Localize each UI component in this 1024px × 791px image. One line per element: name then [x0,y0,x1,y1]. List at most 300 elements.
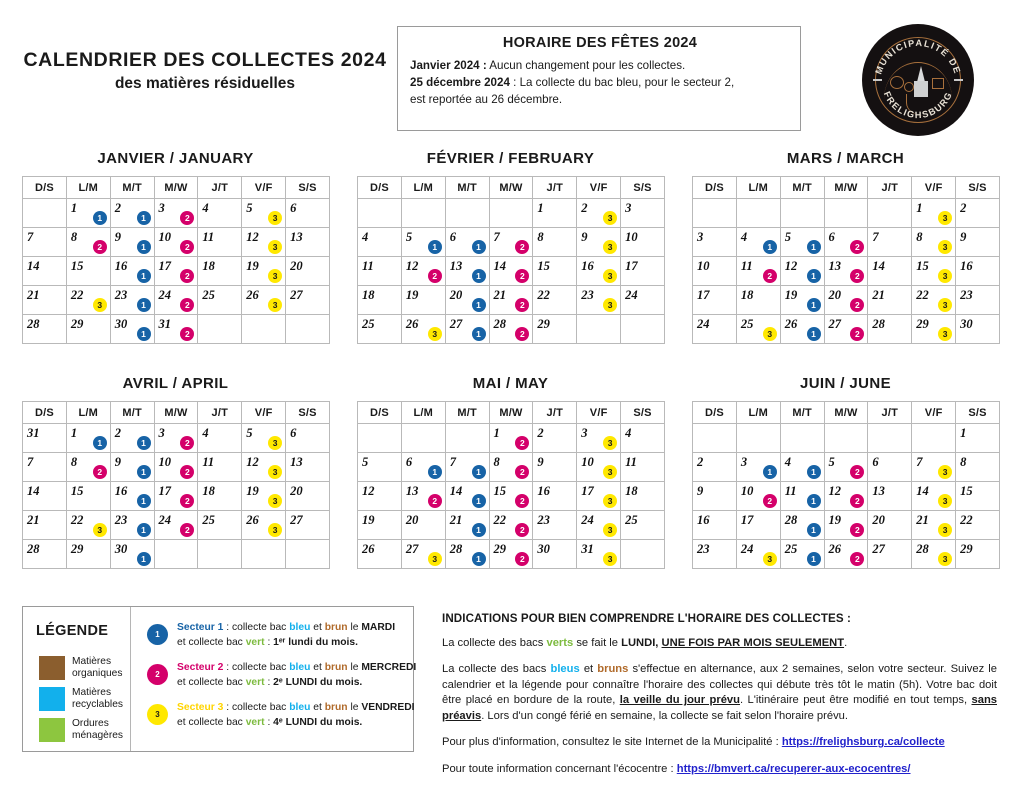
calendar-day-cell[interactable] [489,286,533,315]
legend-swatch-brown [39,656,65,680]
calendar-day-cell[interactable] [23,315,67,344]
calendar-day-cell[interactable] [242,228,286,257]
calendar-day-cell[interactable] [358,453,402,482]
calendar-day-cell[interactable] [66,540,110,569]
calendar-day-cell[interactable] [736,315,780,344]
calendar-day-cell[interactable] [693,315,737,344]
weekday-header-cell: M/T [445,402,489,424]
calendar-day-cell[interactable] [110,257,154,286]
sector-badge-3: 3 [603,298,617,312]
calendar-day-cell[interactable] [286,199,330,228]
calendar-day-cell[interactable] [23,424,67,453]
day-number: 16 [960,259,973,273]
calendar-day-cell[interactable] [868,315,912,344]
calendar-day-cell[interactable] [912,453,956,482]
calendar-day-cell[interactable] [445,257,489,286]
day-number: 12 [362,484,375,498]
calendar-day-cell[interactable] [198,482,242,511]
sector-badge-3: 3 [268,436,282,450]
calendar-day-cell[interactable] [577,257,621,286]
calendar-empty-cell [445,199,489,228]
calendar-day-cell[interactable] [693,257,737,286]
calendar-day-cell[interactable] [736,482,780,511]
day-number: 3 [158,426,165,440]
calendar-day-cell[interactable] [110,228,154,257]
calendar-day-cell[interactable] [780,482,824,511]
calendar-day-cell[interactable] [736,286,780,315]
day-number: 28 [784,513,798,527]
sector-badge-3: 3 [603,552,617,566]
calendar-day-cell[interactable] [533,315,577,344]
sector-badge-2: 2 [515,240,529,254]
sector-badge-1: 1 [472,552,486,566]
calendar-day-cell[interactable] [23,482,67,511]
legend-swatch-blue [39,687,65,711]
calendar-day-cell[interactable] [956,511,1000,540]
calendar-day-cell[interactable] [358,228,402,257]
day-number: 1 [70,426,78,440]
calendar-empty-cell [621,315,665,344]
calendar-day-cell[interactable] [198,199,242,228]
ecocentre-link[interactable]: https://bmvert.ca/recuperer-aux-ecocentres/ [676,762,911,775]
calendar-day-cell[interactable] [489,228,533,257]
calendar-day-cell[interactable] [533,424,577,453]
calendar-day-cell[interactable] [66,315,110,344]
calendar-day-cell[interactable] [693,540,737,569]
calendar-day-cell[interactable] [577,228,621,257]
indications-paragraph-green: La collecte des bacs verts se fait le LUNDI, UNE FOIS PAR MOIS SEULEMENT. [442,637,848,649]
calendar-day-cell[interactable] [242,257,286,286]
calendar-day-cell[interactable] [198,228,242,257]
calendar-day-cell[interactable] [489,257,533,286]
calendar-day-cell[interactable] [824,257,868,286]
day-number: 16 [114,484,128,498]
day-number: 8 [960,455,967,469]
calendar-day-cell[interactable] [868,453,912,482]
calendar-day-cell[interactable] [286,257,330,286]
calendar-day-cell[interactable] [445,286,489,315]
calendar-day-cell[interactable] [445,228,489,257]
calendar-day-cell[interactable] [577,482,621,511]
calendar-day-cell[interactable] [736,257,780,286]
calendar-day-cell[interactable] [824,540,868,569]
day-number: 4 [625,426,632,440]
calendar-day-cell[interactable] [780,453,824,482]
calendar-day-cell[interactable] [956,286,1000,315]
calendar-day-cell[interactable] [956,424,1000,453]
day-number: 2 [581,201,588,215]
sector-badge-1: 1 [137,494,151,508]
weekday-header-cell: J/T [198,177,242,199]
calendar-day-cell[interactable] [489,540,533,569]
sector-badge-2: 2 [180,465,194,479]
month-calendar [22,150,329,344]
calendar-day-cell[interactable] [286,453,330,482]
calendar-day-cell[interactable] [868,511,912,540]
calendar-day-cell[interactable] [912,482,956,511]
calendar-day-cell[interactable] [286,424,330,453]
calendar-day-cell[interactable] [23,286,67,315]
indications-paragraph-website: Pour plus d'information, consultez le site Internet de la Municipalité : https://frelighsburg.ca/collecte [442,736,945,749]
calendar-day-cell[interactable] [577,511,621,540]
calendar-day-cell[interactable] [401,315,445,344]
day-number: 19 [246,259,259,273]
calendar-day-cell[interactable] [736,453,780,482]
calendar-week-row [693,315,1000,344]
sector-badge-1: 1 [93,211,107,225]
calendar-day-cell[interactable] [286,228,330,257]
legend-sector-1-line2: et collecte bac vert : 1ᵉʳ lundi du mois. [177,636,359,648]
weekday-header-cell: L/M [736,402,780,424]
calendar-day-cell[interactable] [489,424,533,453]
calendar-day-cell[interactable] [621,424,665,453]
calendar-day-cell[interactable] [956,482,1000,511]
day-number: 9 [537,455,544,469]
calendar-empty-cell [401,424,445,453]
calendar-day-cell[interactable] [868,540,912,569]
calendar-day-cell[interactable] [154,257,198,286]
day-number: 20 [290,484,303,498]
calendar-day-cell[interactable] [780,511,824,540]
day-number: 15 [70,484,84,498]
calendar-day-cell[interactable] [198,453,242,482]
calendar-day-cell[interactable] [533,511,577,540]
calendar-day-cell[interactable] [693,453,737,482]
word-verts: verts [546,637,574,649]
weekday-header-cell: S/S [621,402,665,424]
word-vert: vert [245,636,265,648]
calendar-day-cell[interactable] [912,540,956,569]
day-number: 23 [537,513,550,527]
calendar-day-cell[interactable] [824,228,868,257]
weekday-header-row [693,402,1000,424]
calendar-day-cell[interactable] [358,540,402,569]
calendar-day-cell[interactable] [489,482,533,511]
day-number: 16 [697,513,710,527]
day-number: 31 [581,542,594,556]
holiday-note-december-label: 25 décembre 2024 [410,75,510,89]
sector-badge-3: 3 [938,552,952,566]
sector-badge-2: 2 [850,327,864,341]
calendar-day-cell[interactable] [66,228,110,257]
calendar-day-cell[interactable] [533,482,577,511]
day-number: 3 [740,455,748,469]
sector-badge-2: 2 [763,269,777,283]
calendar-day-cell[interactable] [533,199,577,228]
calendar-day-cell[interactable] [824,286,868,315]
calendar-day-cell[interactable] [489,511,533,540]
calendar-week-row [358,453,665,482]
calendar-day-cell[interactable] [912,511,956,540]
calendar-day-cell[interactable] [956,315,1000,344]
weekday-header-cell: D/S [358,177,402,199]
calendar-day-cell[interactable] [401,453,445,482]
calendar-day-cell[interactable] [693,511,737,540]
calendar-week-row [358,199,665,228]
day-number: 17 [158,259,172,273]
calendar-day-cell[interactable] [198,257,242,286]
calendar-day-cell[interactable] [824,511,868,540]
calendar-day-cell[interactable] [621,482,665,511]
calendar-day-cell[interactable] [736,540,780,569]
weekday-header-cell: S/S [621,177,665,199]
calendar-day-cell[interactable] [489,315,533,344]
calendar-day-cell[interactable] [824,482,868,511]
municipality-collecte-link[interactable]: https://frelighsburg.ca/collecte [781,736,945,749]
calendar-day-cell[interactable] [110,482,154,511]
sector-badge-1: 1 [472,269,486,283]
calendar-day-cell[interactable] [358,482,402,511]
calendar-day-cell[interactable] [577,453,621,482]
sector-badge-1: 1 [763,240,777,254]
calendar-day-cell[interactable] [533,286,577,315]
calendar-day-cell[interactable] [824,453,868,482]
calendar-day-cell[interactable] [621,511,665,540]
calendar-day-cell[interactable] [242,286,286,315]
day-number: 5 [784,230,791,244]
calendar-day-cell[interactable] [154,315,198,344]
calendar-day-cell[interactable] [66,286,110,315]
calendar-day-cell[interactable] [912,315,956,344]
calendar-day-cell[interactable] [445,511,489,540]
calendar-day-cell[interactable] [736,511,780,540]
word-vert: vert [245,676,265,688]
calendar-day-cell[interactable] [198,424,242,453]
calendar-day-cell[interactable] [358,511,402,540]
day-number: 3 [697,230,704,244]
day-number: 23 [960,288,973,302]
calendar-day-cell[interactable] [489,453,533,482]
day-number: 6 [449,230,456,244]
calendar-empty-cell [780,424,824,453]
calendar-day-cell[interactable] [621,228,665,257]
calendar-day-cell[interactable] [868,286,912,315]
calendar-day-cell[interactable] [401,540,445,569]
calendar-day-cell[interactable] [577,286,621,315]
day-number: 1 [493,426,500,440]
calendar-day-cell[interactable] [577,199,621,228]
holiday-schedule-box [397,26,801,131]
sector-badge-1: 1 [137,465,151,479]
calendar-empty-cell [824,424,868,453]
calendar-day-cell[interactable] [242,424,286,453]
calendar-day-cell[interactable] [154,228,198,257]
day-number: 23 [114,288,128,302]
day-number: 1 [916,201,923,215]
indications-panel [442,612,997,788]
calendar-day-cell[interactable] [533,257,577,286]
weekday-header-cell: L/M [401,402,445,424]
calendar-day-cell[interactable] [956,453,1000,482]
weekday-header-row [358,402,665,424]
calendar-day-cell[interactable] [693,482,737,511]
calendar-day-cell[interactable] [154,453,198,482]
calendar-day-cell[interactable] [66,199,110,228]
day-number: 15 [916,259,929,273]
calendar-day-cell[interactable] [956,257,1000,286]
calendar-empty-cell [780,199,824,228]
weekday-header-cell: S/S [286,402,330,424]
day-number: 27 [872,542,885,556]
day-number: 24 [697,317,710,331]
calendar-day-cell[interactable] [286,511,330,540]
day-number: 6 [872,455,879,469]
calendar-day-cell[interactable] [912,286,956,315]
weekday-header-cell: M/T [445,177,489,199]
weekday-header-cell: M/T [780,177,824,199]
calendar-day-cell[interactable] [23,453,67,482]
calendar-day-cell[interactable] [824,315,868,344]
calendar-day-cell[interactable] [577,424,621,453]
calendar-empty-cell [242,540,286,569]
calendar-day-cell[interactable] [956,199,1000,228]
calendar-day-cell[interactable] [577,540,621,569]
calendar-day-cell[interactable] [868,482,912,511]
calendar-day-cell[interactable] [956,228,1000,257]
day-number: 24 [625,288,638,302]
emphasis-without-notice: sans préavis [442,694,997,722]
day-number: 15 [493,484,507,498]
calendar-week-row [358,511,665,540]
calendar-day-cell[interactable] [242,453,286,482]
day-number: 14 [449,484,463,498]
calendar-day-cell[interactable] [242,511,286,540]
calendar-day-cell[interactable] [912,257,956,286]
calendar-day-cell[interactable] [780,315,824,344]
day-number: 17 [581,484,594,498]
weekday-header-cell: L/M [66,402,110,424]
calendar-day-cell[interactable] [198,511,242,540]
calendar-day-cell[interactable] [621,453,665,482]
calendar-day-cell[interactable] [154,482,198,511]
calendar-day-cell[interactable] [445,482,489,511]
calendar-day-cell[interactable] [780,540,824,569]
calendar-day-cell[interactable] [868,257,912,286]
calendar-day-cell[interactable] [110,424,154,453]
calendar-day-cell[interactable] [66,453,110,482]
day-number: 21 [872,288,885,302]
calendar-day-cell[interactable] [693,286,737,315]
day-number: 25 [362,317,375,331]
sector-badge-2: 2 [515,298,529,312]
calendar-day-cell[interactable] [286,482,330,511]
calendar-day-cell[interactable] [401,228,445,257]
calendar-day-cell[interactable] [23,540,67,569]
calendar-day-cell[interactable] [110,540,154,569]
calendar-day-cell[interactable] [66,424,110,453]
calendar-day-cell[interactable] [110,315,154,344]
day-number: 20 [405,513,419,527]
calendar-day-cell[interactable] [621,286,665,315]
calendar-day-cell[interactable] [533,540,577,569]
calendar-day-cell[interactable] [154,511,198,540]
sector-badge-2: 2 [515,269,529,283]
calendar-day-cell[interactable] [66,511,110,540]
legend-sector-1-rule: 1ᵉʳ lundi du mois. [273,636,359,648]
calendar-day-cell[interactable] [401,257,445,286]
calendar-day-cell[interactable] [23,257,67,286]
calendar-day-cell[interactable] [533,228,577,257]
calendar-day-cell[interactable] [110,453,154,482]
calendar-day-cell[interactable] [66,482,110,511]
month-calendar [692,150,999,344]
calendar-week-row [693,453,1000,482]
calendar-day-cell[interactable] [198,286,242,315]
calendar-day-cell[interactable] [621,257,665,286]
calendar-day-cell[interactable] [242,199,286,228]
sector-badge-3: 3 [938,494,952,508]
calendar-day-cell[interactable] [780,257,824,286]
calendar-day-cell[interactable] [110,511,154,540]
calendar-day-cell[interactable] [110,286,154,315]
calendar-day-cell[interactable] [110,199,154,228]
calendar-day-cell[interactable] [154,424,198,453]
month-calendar [357,150,664,344]
calendar-day-cell[interactable] [154,199,198,228]
day-number: 2 [114,201,121,215]
month-calendar [692,375,999,569]
calendar-day-cell[interactable] [23,228,67,257]
calendar-empty-cell [489,199,533,228]
calendar-day-cell[interactable] [66,257,110,286]
day-number: 15 [537,259,550,273]
calendar-empty-cell [198,315,242,344]
calendar-day-cell[interactable] [286,286,330,315]
calendar-day-cell[interactable] [358,315,402,344]
day-number: 30 [537,542,550,556]
calendar-day-cell[interactable] [23,511,67,540]
day-number: 13 [449,259,463,273]
sector-badge-2: 2 [515,327,529,341]
calendar-day-cell[interactable] [956,540,1000,569]
calendar-empty-cell [868,424,912,453]
calendar-day-cell[interactable] [242,482,286,511]
calendar-day-cell[interactable] [445,315,489,344]
calendar-day-cell[interactable] [401,482,445,511]
calendar-day-cell[interactable] [912,228,956,257]
weekday-header-cell: J/T [198,402,242,424]
calendar-day-cell[interactable] [693,228,737,257]
day-number: 7 [916,455,923,469]
calendar-day-cell[interactable] [401,511,445,540]
calendar-day-cell[interactable] [736,228,780,257]
calendar-day-cell[interactable] [358,257,402,286]
calendar-day-cell[interactable] [445,540,489,569]
calendar-day-cell[interactable] [358,286,402,315]
sector-badge-3: 3 [938,298,952,312]
calendar-week-row [693,199,1000,228]
weekday-header-cell: L/M [401,177,445,199]
calendar-day-cell[interactable] [533,453,577,482]
weekday-header-cell: S/S [286,177,330,199]
sector-badge-3: 3 [603,494,617,508]
weekday-header-cell: D/S [693,402,737,424]
calendar-day-cell[interactable] [401,286,445,315]
day-number: 25 [202,288,215,302]
calendar-day-cell[interactable] [912,199,956,228]
calendar-day-cell[interactable] [780,228,824,257]
holiday-note-december-text: : La collecte du bac bleu, pour le secteur 2, [509,75,735,89]
calendar-day-cell[interactable] [445,453,489,482]
weekday-header-cell: V/F [912,177,956,199]
calendar-day-cell[interactable] [868,228,912,257]
day-number: 29 [70,542,84,556]
day-number: 4 [740,230,748,244]
calendar-day-cell[interactable] [621,199,665,228]
calendar-day-cell[interactable] [780,286,824,315]
day-number: 27 [290,288,303,302]
calendar-day-cell[interactable] [154,286,198,315]
